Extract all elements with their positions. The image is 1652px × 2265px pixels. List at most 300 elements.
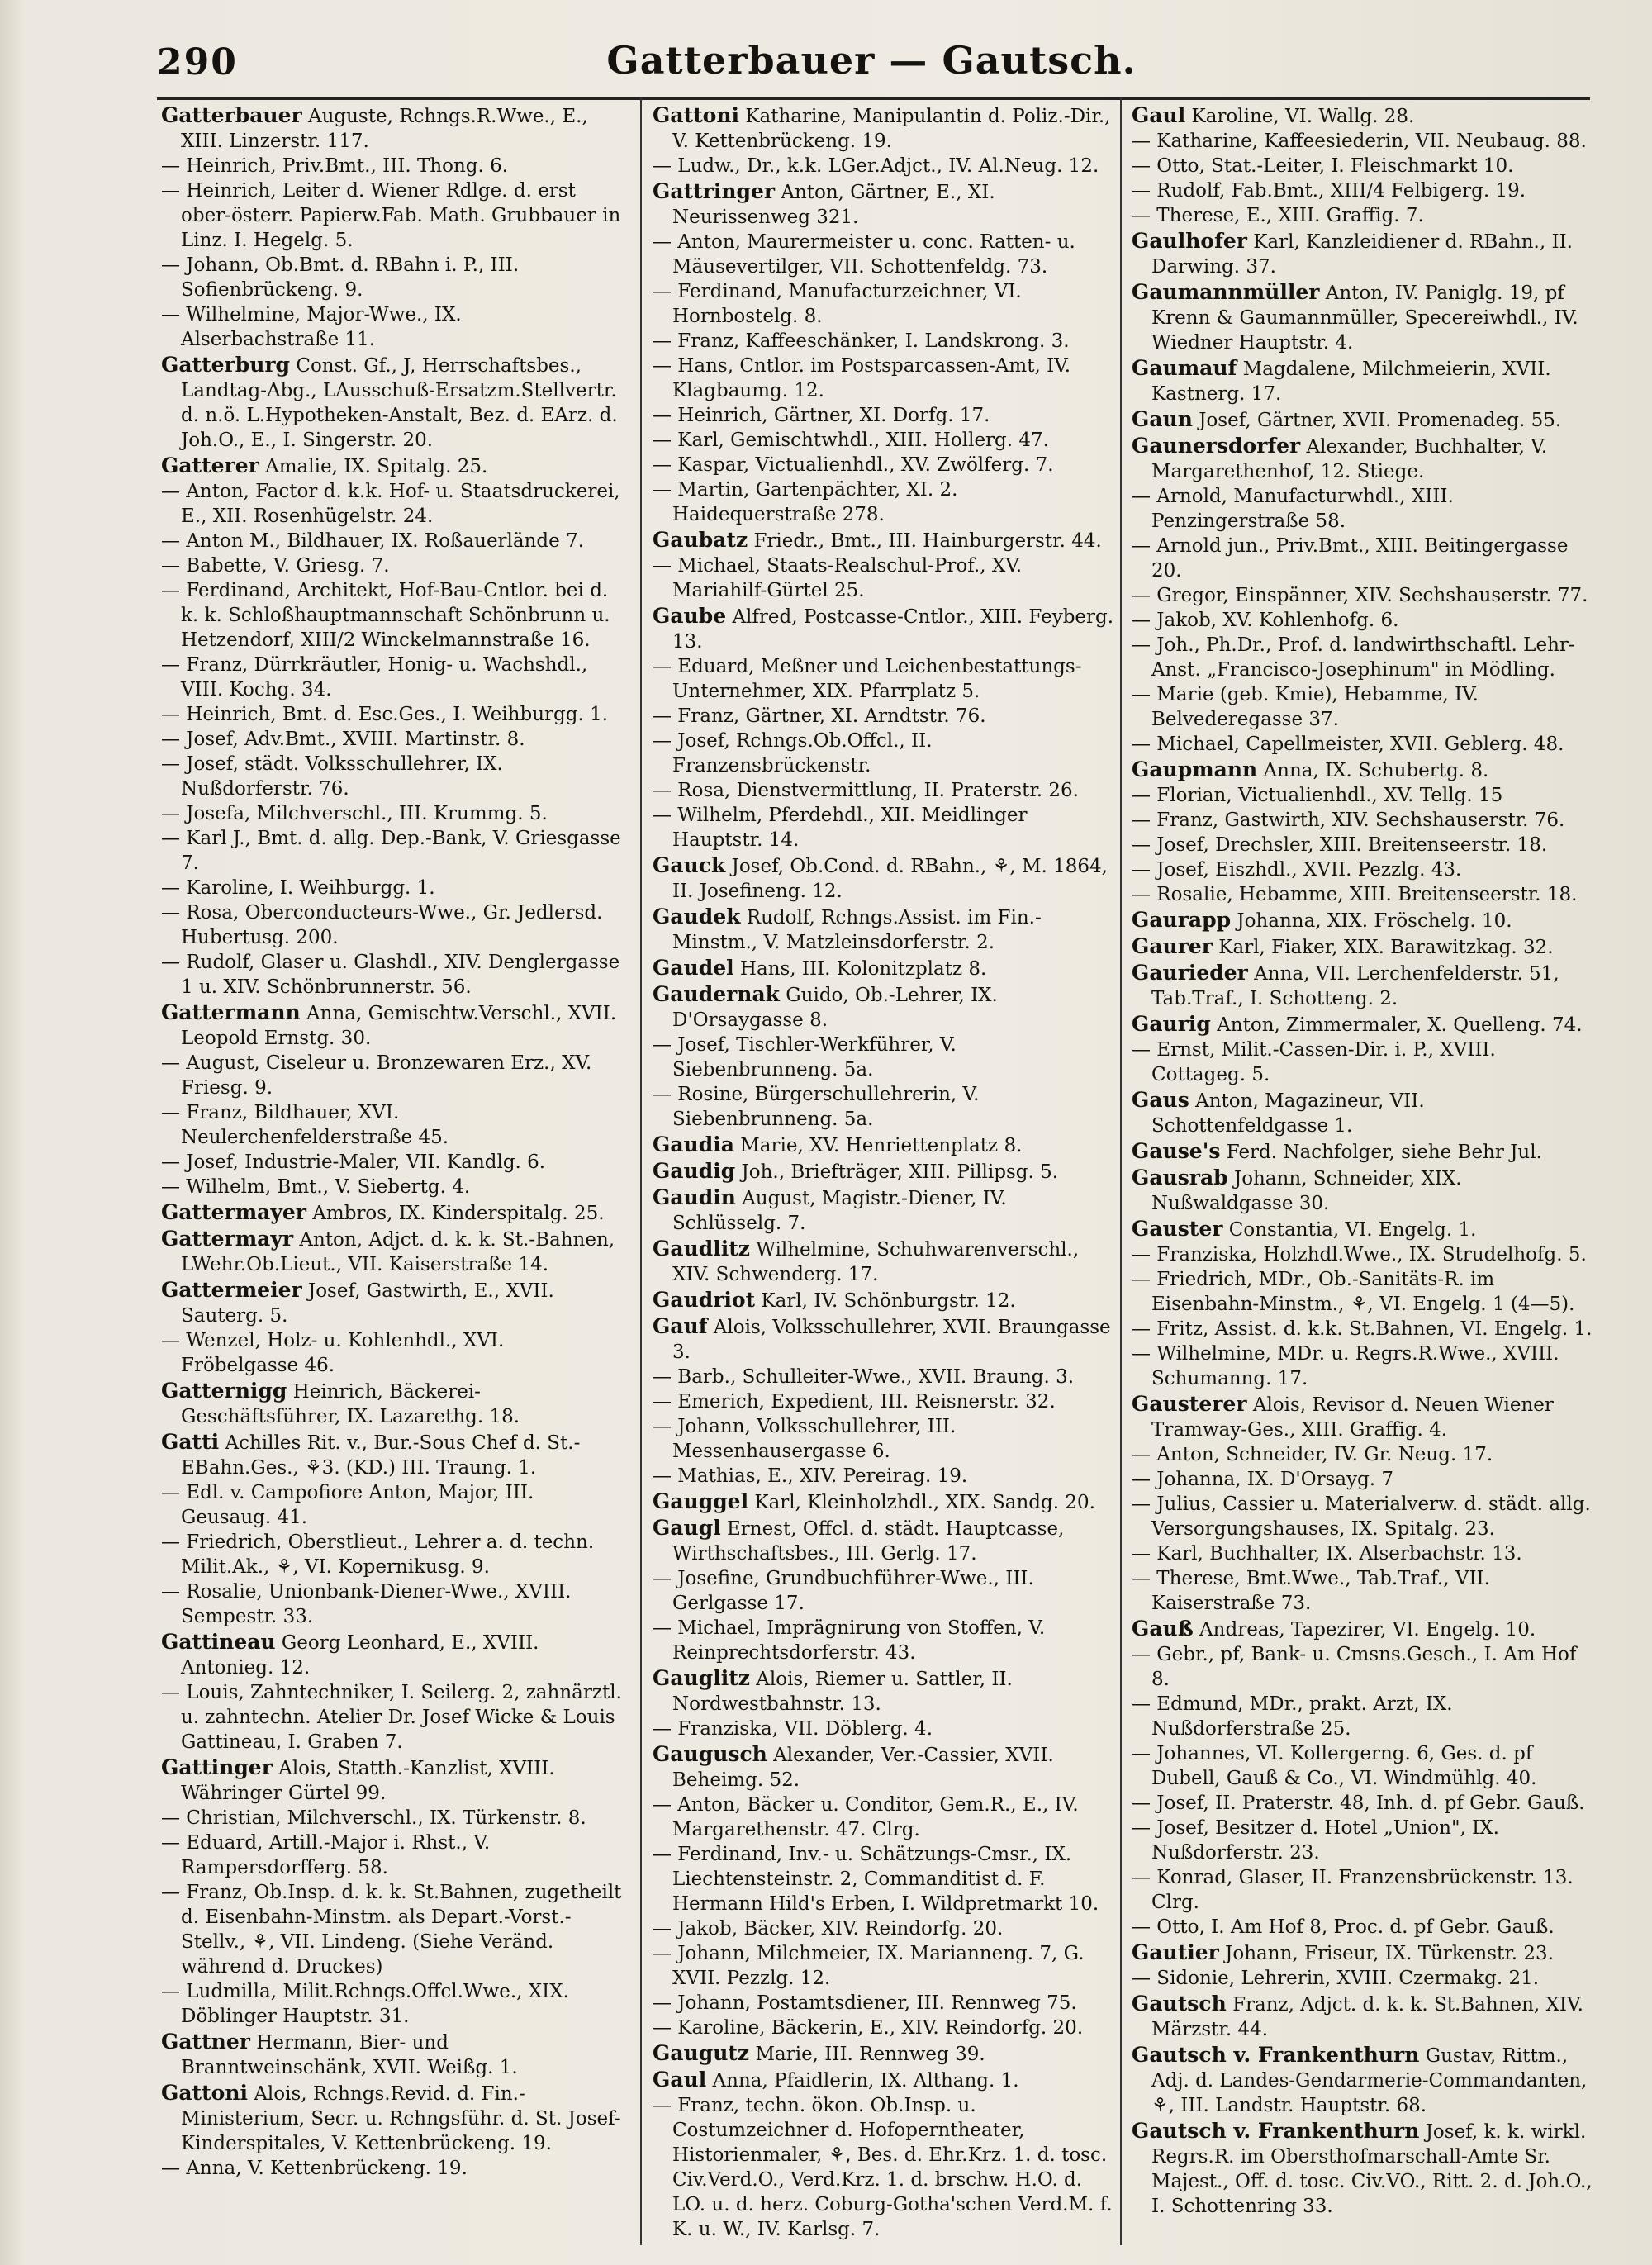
directory-entry: [1132, 633, 1594, 682]
entry-surname: Gaumauf: [1132, 356, 1237, 380]
directory-entry: [161, 1051, 624, 1100]
entry-text: — Anna, V. Kettenbrückeng. 19.: [161, 2158, 468, 2179]
directory-entry-head: [1132, 1012, 1594, 1038]
entry-text: — Heinrich, Bmt. d. Esc.Ges., I. Weihburgg. 1.: [161, 704, 609, 725]
entry-text: — Josef, Besitzer d. Hotel „Union", IX. Nußdorferstr. 23.: [1132, 1817, 1499, 1864]
entry-text: — Franziska, VII. Döblerg. 4.: [653, 1718, 933, 1740]
directory-entry-head: [653, 1314, 1115, 1365]
entry-text: — Therese, Bmt.Wwe., Tab.Traf., VII. Kaiserstraße 73.: [1132, 1568, 1490, 1614]
directory-entry-head: [653, 179, 1115, 230]
directory-entry: [161, 900, 624, 950]
entry-text: — Rosine, Bürgerschullehrerin, V. Siebenbrunneng. 5a.: [653, 1084, 980, 1130]
entry-text: — Friedrich, Oberstlieut., Lehrer a. d. techn. Milit.Ak., ⚘, VI. Kopernikusg. 9.: [161, 1531, 595, 1578]
directory-entry: [653, 453, 1115, 477]
directory-entry: [161, 1806, 624, 1831]
directory-entry: [161, 876, 624, 900]
entry-text: — Rosalie, Hebamme, XIII. Breitenseerstr. 18.: [1132, 884, 1578, 905]
entry-text: Johann, Schneider, XIX. Nußwaldgasse 30.: [1151, 1168, 1462, 1214]
entry-text: Anna, Pfaidlerin, IX. Althang. 1.: [712, 2070, 1019, 2092]
entry-text: — Franz, Gastwirth, XIV. Sechshauserstr. 76.: [1132, 810, 1565, 831]
entry-text: — Rosalie, Unionbank-Diener-Wwe., XVIII. Sempestr. 33.: [161, 1581, 572, 1627]
entry-text: — Gebr., pf, Bank- u. Cmsns.Gesch., I. Am Hof 8.: [1132, 1644, 1577, 1690]
directory-entry-head: [161, 103, 624, 154]
entry-surname: Gattinger: [161, 1755, 273, 1779]
entry-surname: Gaudel: [653, 956, 734, 980]
entry-text: — Otto, I. Am Hof 8, Proc. d. pf Gebr. Gauß.: [1132, 1916, 1555, 1938]
entry-text: Anton, Magazineur, VII. Schottenfeldgasse 1.: [1151, 1090, 1425, 1137]
directory-column-3: [1132, 102, 1594, 2242]
directory-entry-head: [653, 2068, 1115, 2093]
entry-text: — Wilhelm, Bmt., V. Siebertg. 4.: [161, 1176, 471, 1198]
entry-text: Ambros, IX. Kinderspitalg. 25.: [312, 1203, 605, 1224]
entry-text: — Barb., Schulleiter-Wwe., XVII. Braung. 3.: [653, 1366, 1075, 1388]
directory-entry: [1132, 1492, 1594, 1541]
entry-surname: Gaul: [653, 2068, 707, 2092]
directory-entry-head: [653, 604, 1115, 654]
entry-surname: Gausterer: [1132, 1392, 1247, 1416]
directory-entry-head: [653, 2041, 1115, 2067]
entry-text: Marie, III. Rennweg 39.: [755, 2044, 985, 2065]
entry-surname: Gattoni: [161, 2081, 248, 2105]
entry-text: Anton, Gärtner, E., XI. Neurissenweg 321.: [672, 182, 995, 228]
directory-entry: [653, 428, 1115, 453]
entry-text: — Johann, Volksschullehrer, III. Messenhausergasse 6.: [653, 1416, 957, 1462]
page-header: [157, 31, 1586, 106]
entry-text: — Franz, Kaffeeschänker, I. Landskrong. 3.: [653, 330, 1070, 352]
directory-entry: [1132, 857, 1594, 882]
directory-entry: [161, 950, 624, 1000]
entry-text: — Josef, Industrie-Maler, VII. Kandlg. 6.: [161, 1151, 546, 1173]
directory-column-2: [653, 102, 1115, 2242]
directory-entry: [653, 154, 1115, 178]
entry-text: — Josef, II. Praterstr. 48, Inh. d. pf Gebr. Gauß.: [1132, 1793, 1585, 1814]
directory-entry: [161, 253, 624, 302]
entry-text: — Eduard, Artill.-Major i. Rhst., V. Rampersdorfferg. 58.: [161, 1832, 491, 1878]
directory-entry: [1132, 1692, 1594, 1741]
entry-surname: Gauß: [1132, 1617, 1194, 1641]
directory-entry-head: [1132, 1088, 1594, 1138]
directory-entry: [1132, 1566, 1594, 1616]
entry-text: Johann, Friseur, IX. Türkenstr. 23.: [1225, 1943, 1554, 1964]
entry-text: — Gregor, Einspänner, XIV. Sechshauserstr. 77.: [1132, 585, 1588, 606]
directory-entry: [1132, 1966, 1594, 1991]
directory-entry: [161, 801, 624, 826]
entry-text: — Josef, Rchngs.Ob.Offcl., II. Franzensbrückenstr.: [653, 730, 933, 776]
entry-surname: Gaube: [653, 604, 727, 628]
directory-entry: [1132, 1341, 1594, 1391]
page-number: 290: [157, 41, 238, 83]
directory-entry: [653, 553, 1115, 603]
directory-entry-head: [161, 2030, 624, 2080]
directory-entry: [161, 752, 624, 801]
directory-entry-head: [653, 956, 1115, 981]
entry-text: — Louis, Zahntechniker, I. Seilerg. 2, zahnärztl. u. zahntechn. Atelier Dr. Josef Wicke & Louis Gattineau, I. Graben 7.: [161, 1682, 622, 1753]
directory-entry: [1132, 1865, 1594, 1915]
entry-surname: Gaudlitz: [653, 1237, 750, 1261]
entry-text: Anton, Adjct. d. k. k. St.-Bahnen, LWehr.Ob.Lieut., VII. Kaiserstraße 14.: [181, 1229, 615, 1275]
directory-entry-head: [1132, 1940, 1594, 1966]
entry-text: Alexander, Ver.-Cassier, XVII. Beheimg. 52.: [672, 1745, 1054, 1791]
directory-entry-head: [653, 1516, 1115, 1566]
entry-text: — Michael, Imprägnirung von Stoffen, V. Reinprechtsdorferstr. 43.: [653, 1617, 1046, 1664]
entry-text: — Johannes, VI. Kollergerng. 6, Ges. d. pf Dubell, Gauß & Co., VI. Windmühlg. 40.: [1132, 1743, 1537, 1789]
entry-text: — Johanna, IX. D'Orsayg. 7: [1132, 1469, 1394, 1490]
directory-entry: [161, 1100, 624, 1150]
entry-surname: Gaugl: [653, 1516, 721, 1540]
entry-surname: Gaudia: [653, 1132, 734, 1156]
directory-entry: [1132, 682, 1594, 732]
entry-text: — Mathias, E., XIV. Pereirag. 19.: [653, 1465, 968, 1487]
directory-entry: [161, 479, 624, 529]
directory-entry: [1132, 1267, 1594, 1317]
entry-text: — Florian, Victualienhdl., XV. Tellg. 15: [1132, 785, 1503, 806]
entry-text: — Ludmilla, Milit.Rchngs.Offcl.Wwe., XIX. Döblinger Hauptstr. 31.: [161, 1981, 569, 2027]
directory-entry-head: [653, 528, 1115, 553]
entry-text: — Wilhelm, Pferdehdl., XII. Meidlinger Hauptstr. 14.: [653, 805, 1028, 851]
directory-entry: [1132, 1642, 1594, 1692]
entry-surname: Gauf: [653, 1314, 708, 1338]
directory-entry-head: [161, 1630, 624, 1680]
entry-text: — Ernst, Milit.-Cassen-Dir. i. P., XVIII. Cottageg. 5.: [1132, 1039, 1496, 1085]
entry-text: — Kaspar, Victualienhdl., XV. Zwölferg. 7.: [653, 454, 1054, 476]
entry-text: — Karl, Buchhalter, IX. Alserbachstr. 13.: [1132, 1543, 1522, 1565]
directory-entry-head: [161, 2081, 624, 2156]
directory-column-1: [161, 102, 624, 2242]
entry-text: — Karoline, Bäckerin, E., XIV. Reindorfg. 20.: [653, 2017, 1084, 2039]
entry-text: Wilhelmine, Schuhwarenverschl., XIV. Schwenderg. 17.: [672, 1239, 1080, 1285]
directory-entry: [653, 1464, 1115, 1489]
entry-text: — Wilhelmine, MDr. u. Regrs.R.Wwe., XVIII. Schumanng. 17.: [1132, 1343, 1559, 1389]
directory-entry: [653, 1033, 1115, 1082]
entry-text: — Christian, Milchverschl., IX. Türkenstr. 8.: [161, 1807, 586, 1829]
entry-text: Rudolf, Rchngs.Assist. im Fin.-Minstm., V. Matzleinsdorferstr. 2.: [672, 907, 1042, 953]
entry-surname: Gattermann: [161, 1000, 301, 1024]
directory-entry-head: [161, 1430, 624, 1480]
directory-entry-head: [161, 1379, 624, 1429]
entry-surname: Gatterbauer: [161, 103, 302, 127]
directory-entry: [1132, 783, 1594, 808]
entry-text: Katharine, Manipulantin d. Poliz.-Dir., V. Kettenbrückeng. 19.: [672, 106, 1111, 152]
directory-entry: [653, 354, 1115, 403]
entry-surname: Gaurig: [1132, 1012, 1211, 1036]
directory-entry-head: [653, 905, 1115, 955]
directory-entry-head: [1132, 2119, 1594, 2219]
entry-text: — Rudolf, Glaser u. Glashdl., XIV. Denglergasse 1 u. XIV. Schönbrunnerstr. 56.: [161, 952, 620, 998]
directory-entry-head: [161, 1000, 624, 1051]
entry-text: — Anton, Bäcker u. Conditor, Gem.R., E., IV. Margarethenstr. 47. Clrg.: [653, 1794, 1079, 1840]
directory-entry: [1132, 833, 1594, 857]
entry-surname: Gautsch v. Frankenthurn: [1132, 2119, 1420, 2143]
directory-entry-head: [1132, 757, 1594, 783]
entry-text: Josef, k. k. wirkl. Regrs.R. im Obersthofmarschall-Amte Sr. Majest., Off. d. tosc. Civ.VO., Ritt. 2. d. Joh.O., I. Schottenring 33.: [1151, 2121, 1593, 2217]
entry-surname: Gattoni: [653, 103, 739, 127]
entry-surname: Gautsch v. Frankenthurn: [1132, 2043, 1420, 2067]
directory-entry: [161, 578, 624, 653]
column-divider: [1120, 97, 1122, 2245]
directory-entry-head: [161, 353, 624, 453]
entry-text: — Babette, V. Griesg. 7.: [161, 555, 390, 577]
entry-text: — Julius, Cassier u. Materialverw. d. städt. allg. Versorgungshauses, IX. Spitalg. 23.: [1132, 1493, 1591, 1540]
entry-text: Karl, IV. Schönburgstr. 12.: [761, 1290, 1016, 1312]
directory-entry: [161, 1831, 624, 1880]
entry-text: — Franz, techn. ökon. Ob.Insp. u. Costumzeichner d. Hofoperntheater, Historienmaler, ⚘, Bes. d. Ehr.Krz. 1. d. tosc. Civ.Verd.O., Verd.Krz. 1. d. brschw. H.O. d. LO. u. d. herz. Coburg-Gotha'schen Verd.M. f. K. u. W., IV. Karlsg. 7.: [653, 2095, 1113, 2240]
directory-entry: [653, 2016, 1115, 2040]
header-rule: [157, 97, 1590, 100]
entry-text: Karl, Fiaker, XIX. Barawitzkag. 32.: [1218, 937, 1554, 958]
directory-entry: [653, 1991, 1115, 2016]
entry-text: — Joh., Ph.Dr., Prof. d. landwirthschaftl. Lehr-Anst. „Francisco-Josephinum" in Mödling.: [1132, 634, 1575, 681]
entry-text: — Eduard, Meßner und Leichenbestattungs-Unternehmer, XIX. Pfarrplatz 5.: [653, 656, 1082, 702]
entry-surname: Gause's: [1132, 1139, 1221, 1163]
entry-text: — Wilhelmine, Major-Wwe., IX. Alserbachstraße 11.: [161, 304, 462, 350]
entry-surname: Gaul: [1132, 103, 1186, 127]
entry-text: — Franz, Bildhauer, XVI. Neulerchenfelderstraße 45.: [161, 1102, 449, 1148]
entry-text: Karl, Kanzleidiener d. RBahn., II. Darwing. 37.: [1151, 231, 1573, 278]
entry-text: — Anton M., Bildhauer, IX. Roßauerlände 7.: [161, 530, 585, 552]
directory-entry: [653, 403, 1115, 428]
entry-text: Magdalene, Milchmeierin, XVII. Kastnerg. 17.: [1151, 359, 1551, 405]
directory-entry: [653, 230, 1115, 279]
entry-text: Achilles Rit. v., Bur.-Sous Chef d. St.-EBahn.Ges., ⚘3. (KD.) III. Traung. 1.: [181, 1432, 581, 1479]
directory-entry: [1132, 882, 1594, 907]
entry-text: — Rudolf, Fab.Bmt., XIII/4 Felbigerg. 19.: [1132, 180, 1526, 202]
directory-entry: [653, 1365, 1115, 1389]
entry-surname: Gauster: [1132, 1217, 1223, 1241]
entry-surname: Gauggel: [653, 1489, 749, 1513]
entry-surname: Gaugusch: [653, 1742, 767, 1766]
entry-surname: Gaumannmüller: [1132, 280, 1320, 304]
entry-text: Alois, Volksschullehrer, XVII. Braungasse 3.: [672, 1317, 1111, 1363]
directory-entry: [161, 529, 624, 553]
directory-entry: [1132, 1741, 1594, 1791]
entry-text: — Marie (geb. Kmie), Hebamme, IV. Belvederegasse 37.: [1132, 684, 1479, 730]
entry-text: — Friedrich, MDr., Ob.-Sanitäts-R. im Eisenbahn-Minstm., ⚘, VI. Engelg. 1 (4—5).: [1132, 1269, 1575, 1315]
entry-text: — Hans, Cntlor. im Postsparcassen-Amt, IV. Klagbaumg. 12.: [653, 355, 1071, 401]
directory-entry-head: [653, 1742, 1115, 1793]
directory-entry-head: [1132, 434, 1594, 484]
directory-entry: [1132, 1915, 1594, 1940]
directory-entry-head: [1132, 103, 1594, 129]
directory-entry: [653, 803, 1115, 852]
entry-surname: Gauglitz: [653, 1666, 750, 1690]
entry-text: — Karl J., Bmt. d. allg. Dep.-Bank, V. Griesgasse 7.: [161, 828, 621, 874]
directory-entry: [161, 154, 624, 178]
entry-text: — Franz, Gärtner, XI. Arndtstr. 76.: [653, 705, 986, 727]
directory-entry-head: [1132, 1992, 1594, 2042]
entry-text: — Ferdinand, Architekt, Hof-Bau-Cntlor. bei d. k. k. Schloßhauptmannschaft Schönbrunn u. Hetzendorf, XIII/2 Winckelmannstraße 16.: [161, 580, 610, 651]
directory-entry: [1132, 1791, 1594, 1816]
entry-text: Friedr., Bmt., III. Hainburgerstr. 44.: [753, 530, 1102, 552]
directory-entry-head: [1132, 1139, 1594, 1165]
entry-text: — Ferdinand, Inv.- u. Schätzungs-Cmsr., IX. Liechtensteinstr. 2, Commanditist d. F. Hermann Hild's Erben, I. Wildpretmarkt 10.: [653, 1844, 1099, 1915]
directory-entry: [161, 653, 624, 702]
entry-text: — Emerich, Expedient, III. Reisnerstr. 32.: [653, 1391, 1056, 1413]
entry-text: — Franziska, Holzhdl.Wwe., IX. Strudelhofg. 5.: [1132, 1244, 1587, 1265]
entry-text: Hermann, Bier- und Branntweinschänk, XVII. Weißg. 1.: [181, 2032, 518, 2078]
directory-entry: [653, 1616, 1115, 1665]
entry-text: Anna, IX. Schubertg. 8.: [1263, 760, 1489, 781]
directory-entry: [161, 727, 624, 752]
entry-text: — Otto, Stat.-Leiter, I. Fleischmarkt 10.: [1132, 155, 1514, 177]
directory-entry-head: [1132, 280, 1594, 355]
directory-entry: [1132, 154, 1594, 178]
directory-entry-head: [653, 1288, 1115, 1313]
directory-entry-head: [653, 1185, 1115, 1236]
entry-surname: Gautsch: [1132, 1992, 1227, 2016]
entry-text: — Jakob, Bäcker, XIV. Reindorfg. 20.: [653, 1918, 1004, 1940]
directory-entry: [161, 1328, 624, 1378]
directory-entry: [653, 477, 1115, 527]
directory-entry: [1132, 129, 1594, 154]
entry-text: — Karl, Gemischtwhdl., XIII. Hollerg. 47.: [653, 430, 1049, 451]
entry-surname: Gatti: [161, 1430, 220, 1454]
directory-entry-head: [161, 1755, 624, 1806]
directory-entry-head: [161, 1278, 624, 1328]
entry-text: Auguste, Rchngs.R.Wwe., E., XIII. Linzerstr. 117.: [181, 106, 588, 152]
entry-text: — Arnold, Manufacturwhdl., XIII. Penzingerstraße 58.: [1132, 486, 1454, 532]
directory-entry: [653, 279, 1115, 329]
directory-entry-head: [1132, 356, 1594, 406]
directory-entry: [161, 553, 624, 578]
entry-surname: Gaudig: [653, 1159, 736, 1183]
entry-text: Alois, Revisor d. Neuen Wiener Tramway-Ges., XIII. Graffig. 4.: [1151, 1394, 1554, 1441]
entry-text: Andreas, Tapezirer, VI. Engelg. 10.: [1199, 1619, 1536, 1641]
directory-entry-head: [653, 103, 1115, 154]
entry-text: — Edmund, MDr., prakt. Arzt, IX. Nußdorferstraße 25.: [1132, 1693, 1453, 1740]
directory-entry-head: [1132, 2043, 1594, 2118]
directory-entry: [161, 826, 624, 876]
directory-entry: [1132, 808, 1594, 833]
entry-text: — Ferdinand, Manufacturzeichner, VI. Hornbostelg. 8.: [653, 281, 1022, 327]
directory-entry: [1132, 1541, 1594, 1566]
entry-surname: Gaulhofer: [1132, 229, 1247, 253]
directory-entry: [653, 1793, 1115, 1842]
entry-text: — Wenzel, Holz- u. Kohlenhdl., XVI. Fröbelgasse 46.: [161, 1330, 505, 1376]
entry-text: Anna, Gemischtw.Verschl., XVII. Leopold Ernstg. 30.: [181, 1003, 617, 1049]
entry-surname: Gaudriot: [653, 1288, 756, 1312]
directory-entry-head: [1132, 908, 1594, 933]
directory-entry: [1132, 583, 1594, 608]
entry-text: — Martin, Gartenpächter, XI. 2. Haidequerstraße 278.: [653, 479, 958, 525]
directory-entry: [653, 329, 1115, 354]
directory-entry: [653, 729, 1115, 778]
directory-entry-head: [653, 1666, 1115, 1717]
entry-surname: Gaus: [1132, 1088, 1189, 1112]
directory-entry-head: [1132, 1392, 1594, 1442]
directory-entry-head: [1132, 1217, 1594, 1242]
directory-entry: [1132, 534, 1594, 583]
entry-text: — August, Ciseleur u. Bronzewaren Erz., XV. Friesg. 9.: [161, 1052, 592, 1099]
directory-entry: [653, 1389, 1115, 1414]
entry-text: — Josefine, Grundbuchführer-Wwe., III. Gerlgasse 17.: [653, 1568, 1034, 1614]
entry-text: Heinrich, Bäckerei-Geschäftsführer, IX. Lazarethg. 18.: [181, 1381, 520, 1427]
entry-text: — Heinrich, Priv.Bmt., III. Thong. 6.: [161, 155, 509, 177]
entry-text: Guido, Ob.-Lehrer, IX. D'Orsaygasse 8.: [672, 985, 998, 1031]
directory-entry-head: [653, 1489, 1115, 1515]
entry-text: — Heinrich, Gärtner, XI. Dorfg. 17.: [653, 405, 990, 426]
directory-entry: [161, 1175, 624, 1199]
entry-text: Anna, VII. Lerchenfelderstr. 51, Tab.Traf., I. Schotteng. 2.: [1151, 963, 1559, 1009]
directory-entry: [161, 178, 624, 253]
entry-text: — Josef, Eiszhdl., XVII. Pezzlg. 43.: [1132, 859, 1462, 881]
directory-entry: [1132, 484, 1594, 534]
entry-surname: Gautier: [1132, 1940, 1219, 1964]
entry-text: August, Magistr.-Diener, IV. Schlüsselg. 7.: [672, 1188, 1007, 1234]
entry-text: — Josef, Tischler-Werkführer, V. Siebenbrunneng. 5a.: [653, 1034, 957, 1080]
entry-text: — Josefa, Milchverschl., III. Krummg. 5.: [161, 803, 548, 824]
entry-text: — Heinrich, Leiter d. Wiener Rdlge. d. erst ober-österr. Papierw.Fab. Math. Grubbauer in Linz. I. Hegelg. 5.: [161, 180, 621, 251]
directory-entry: [161, 1880, 624, 1979]
directory-entry: [1132, 1317, 1594, 1341]
entry-text: Karoline, VI. Wallg. 28.: [1191, 106, 1415, 127]
column-divider: [640, 97, 642, 2245]
directory-entry: [653, 1842, 1115, 1916]
directory-entry: [653, 1941, 1115, 1991]
directory-entry: [653, 1414, 1115, 1464]
entry-text: — Fritz, Assist. d. k.k. St.Bahnen, VI. Engelg. 1.: [1132, 1318, 1593, 1340]
entry-text: — Arnold jun., Priv.Bmt., XIII. Beitingergasse 20.: [1132, 535, 1569, 582]
entry-surname: Gattringer: [653, 179, 776, 203]
entry-text: — Josef, Drechsler, XIII. Breitenseerstr. 18.: [1132, 834, 1548, 856]
entry-surname: Gatterer: [161, 453, 259, 477]
entry-text: Georg Leonhard, E., XVIII. Antonieg. 12.: [181, 1632, 539, 1679]
directory-entry: [1132, 1816, 1594, 1865]
entry-surname: Gattner: [161, 2030, 250, 2054]
directory-entry: [1132, 178, 1594, 203]
entry-text: Ferd. Nachfolger, siehe Behr Jul.: [1226, 1142, 1542, 1163]
entry-text: Josef, Ob.Cond. d. RBahn., ⚘, M. 1864, II. Josefineng. 12.: [672, 856, 1108, 902]
entry-text: — Anton, Schneider, IV. Gr. Neug. 17.: [1132, 1444, 1493, 1465]
entry-text: — Franz, Ob.Insp. d. k. k. St.Bahnen, zugetheilt d. Eisenbahn-Minstm. als Depart.-Vorst.-Stellv., ⚘, VII. Lindeng. (Siehe Veränd. während d. Druckes): [161, 1882, 622, 1978]
entry-surname: Gaudek: [653, 905, 741, 928]
directory-entry-head: [1132, 229, 1594, 279]
directory-entry: [161, 1579, 624, 1629]
entry-text: Alfred, Postcasse-Cntlor., XIII. Feyberg. 13.: [672, 606, 1114, 653]
directory-entry: [653, 2093, 1115, 2242]
entry-surname: Gaugutz: [653, 2041, 750, 2065]
entry-text: — Josef, Adv.Bmt., XVIII. Martinstr. 8.: [161, 729, 525, 750]
directory-entry: [161, 1530, 624, 1579]
entry-text: Anton, Zimmermaler, X. Quelleng. 74.: [1217, 1014, 1583, 1036]
entry-text: — Sidonie, Lehrerin, XVIII. Czermakg. 21.: [1132, 1968, 1540, 1989]
entry-surname: Gaurer: [1132, 934, 1213, 958]
directory-entry-head: [653, 982, 1115, 1033]
entry-surname: Gaun: [1132, 407, 1193, 431]
directory-entry: [161, 1150, 624, 1175]
entry-text: — Katharine, Kaffeesiederin, VII. Neubaug. 88.: [1132, 131, 1587, 152]
directory-entry: [161, 1680, 624, 1755]
directory-entry: [1132, 1442, 1594, 1467]
entry-text: Constantia, VI. Engelg. 1.: [1228, 1219, 1477, 1241]
entry-text: Alexander, Buchhalter, V. Margarethenhof, 12. Stiege.: [1151, 436, 1548, 482]
entry-surname: Gaurieder: [1132, 961, 1248, 985]
directory-entry-head: [1132, 961, 1594, 1011]
entry-surname: Gattermayer: [161, 1200, 306, 1224]
directory-entry: [1132, 1242, 1594, 1267]
entry-text: — Michael, Staats-Realschul-Prof., XV. Mariahilf-Gürtel 25.: [653, 555, 1023, 601]
directory-entry: [653, 1717, 1115, 1741]
entry-text: — Rosa, Dienstvermittlung, II. Praterstr. 26.: [653, 780, 1079, 801]
directory-entry: [161, 2156, 624, 2181]
entry-surname: Gaurapp: [1132, 908, 1232, 932]
directory-entry-head: [653, 853, 1115, 904]
entry-text: Hans, III. Kolonitzplatz 8.: [739, 958, 987, 980]
directory-entry: [653, 654, 1115, 704]
entry-text: — Josef, städt. Volksschullehrer, IX. Nußdorferstr. 76.: [161, 753, 503, 800]
entry-text: Ernest, Offcl. d. städt. Hauptcasse, Wirthschaftsbes., III. Gerlg. 17.: [672, 1518, 1065, 1565]
entry-text: — Anton, Maurermeister u. conc. Ratten- u. Mäusevertilger, VII. Schottenfeldg. 73.: [653, 231, 1075, 278]
entry-text: — Edl. v. Campofiore Anton, Major, III. Geusaug. 41.: [161, 1482, 534, 1528]
